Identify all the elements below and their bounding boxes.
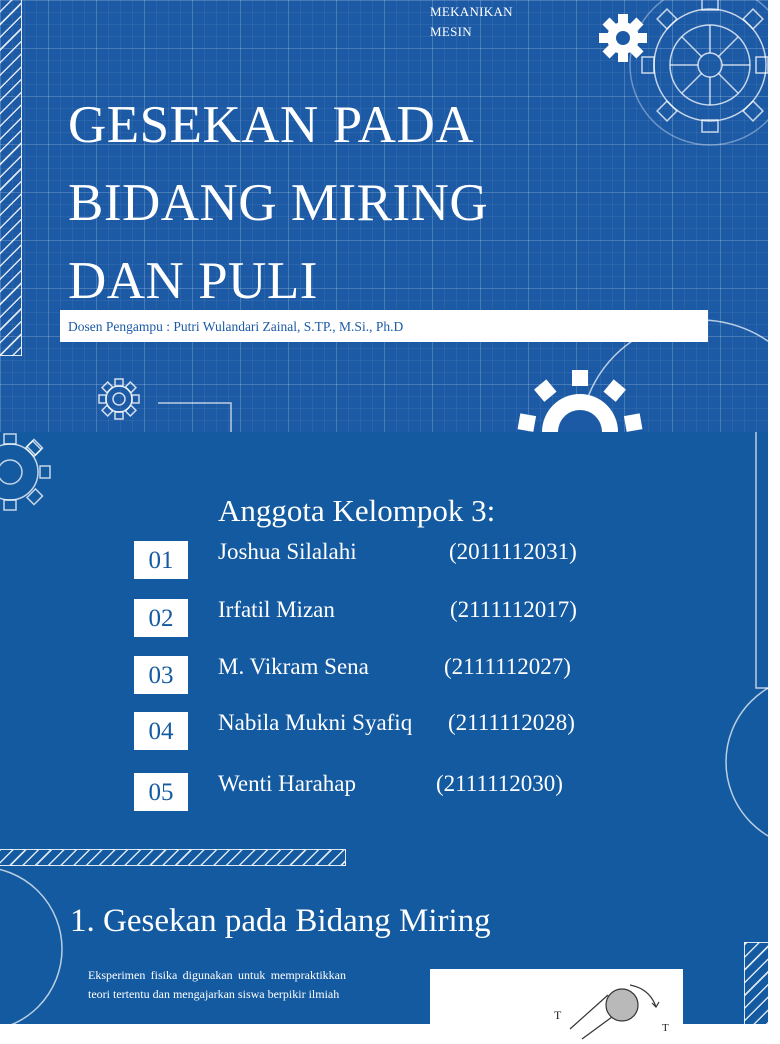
pulley-diagram-icon — [430, 969, 683, 1039]
member-number: 04 — [134, 712, 188, 750]
member-name: Wenti Harahap — [218, 771, 356, 796]
circle-arc-decoration — [0, 864, 70, 1024]
member-id: (2111112028) — [448, 710, 575, 735]
member-name: Irfatil Mizan — [218, 597, 335, 622]
member-number: 05 — [134, 773, 188, 811]
member-row-2 — [0, 599, 768, 643]
member-row-5 — [0, 773, 768, 817]
member-id: (2111112017) — [450, 597, 577, 622]
title-line-1: GESEKAN PADA — [68, 96, 475, 154]
member-id: (2111112030) — [436, 771, 563, 796]
tension-label: T — [554, 1008, 562, 1022]
tension-label: T — [662, 1022, 669, 1034]
pulley-figure — [430, 969, 683, 1039]
member-number: 02 — [134, 599, 188, 637]
section-title: 1. Gesekan pada Bidang Miring — [70, 903, 491, 939]
member-name: Nabila Mukni Syafiq — [218, 710, 413, 735]
member-row-3 — [0, 656, 768, 700]
course-label-line-2: MESIN — [430, 24, 472, 39]
gear-outline-icon — [0, 432, 80, 512]
presentation-title — [68, 86, 488, 320]
half-gear-icon — [528, 360, 632, 432]
member-number: 03 — [134, 656, 188, 694]
frame-line-decoration — [158, 402, 234, 432]
title-line-2: BIDANG MIRING — [68, 174, 489, 232]
course-label — [430, 2, 513, 42]
member-id: (2011112031) — [449, 539, 577, 564]
title-slide — [0, 0, 768, 432]
member-name: M. Vikram Sena — [218, 654, 369, 679]
hatched-strip-left — [0, 0, 22, 356]
lecturer-bar: Dosen Pengampu : Putri Wulandari Zainal, S.TP., M.Si., Ph.D — [60, 310, 708, 342]
member-row-1 — [0, 541, 768, 585]
small-gear-outline-icon — [96, 376, 142, 422]
title-line-3: DAN PULI — [68, 252, 318, 310]
content-slide — [0, 432, 768, 1034]
intro-paragraph: Eksperimen fisika digunakan untuk mempraktikkan teori tertentu dan mengajarkan siswa berpikir ilmiah — [88, 968, 346, 1001]
member-id: (2111112027) — [444, 654, 571, 679]
member-row-4 — [0, 712, 768, 756]
course-label-line-1: MEKANIKAN — [430, 4, 513, 19]
member-number: 01 — [134, 541, 188, 579]
members-heading: Anggota Kelompok 3: — [218, 493, 496, 528]
large-gear-outline-icon — [630, 0, 780, 150]
gear-icon — [597, 12, 649, 64]
hatched-strip-right — [744, 942, 772, 1034]
member-name: Joshua Silalahi — [218, 539, 357, 564]
